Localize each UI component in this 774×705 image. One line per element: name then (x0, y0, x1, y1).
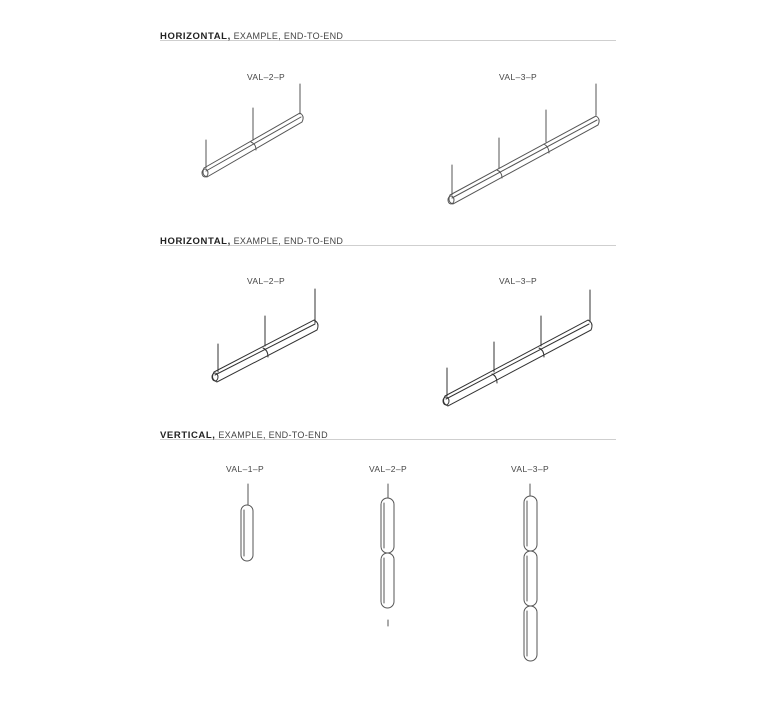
model-label-val-2-p: VAL–2–P (246, 72, 286, 82)
model-label-val-2-p: VAL–2–P (368, 464, 408, 474)
section-title-bold: VERTICAL, (160, 430, 216, 441)
pendant-val-3-p-horizontal-variant (443, 290, 592, 406)
model-label-val-2-p: VAL–2–P (246, 276, 286, 286)
section-title-rest: EXAMPLE, END-TO-END (215, 430, 328, 440)
pendant-val-3-p-horizontal (448, 84, 599, 204)
pendant-val-3-p-vertical (524, 484, 537, 661)
pendant-val-2-p-horizontal-variant (212, 289, 318, 382)
pendant-val-2-p-horizontal (202, 84, 303, 177)
model-label-val-3-p: VAL–3–P (510, 464, 550, 474)
model-label-val-3-p: VAL–3–P (498, 72, 538, 82)
section-title-rest: EXAMPLE, END-TO-END (230, 236, 344, 246)
model-label-val-3-p: VAL–3–P (498, 276, 538, 286)
section-title-bold: HORIZONTAL, (160, 236, 231, 247)
pendant-val-1-p-vertical (241, 484, 253, 561)
section-title-bold: HORIZONTAL, (160, 31, 231, 42)
pendant-val-2-p-vertical (381, 484, 394, 626)
model-label-val-1-p: VAL–1–P (225, 464, 265, 474)
section-title-rest: EXAMPLE, END-TO-END (230, 31, 344, 41)
